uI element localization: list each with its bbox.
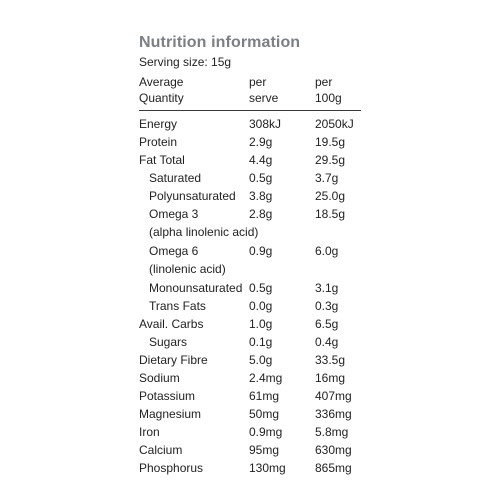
row-label: Omega 6 <box>149 244 199 258</box>
row-per-100g: 33.5g <box>315 353 346 367</box>
table-row-monounsaturated <box>139 279 361 297</box>
table-row-protein <box>139 133 361 151</box>
row-per-100g: 18.5g <box>315 207 346 221</box>
table-row-dietary-fibre <box>139 351 361 369</box>
row-per-100g: 3.7g <box>315 171 339 185</box>
table-row-potassium <box>139 387 361 405</box>
row-label: Magnesium <box>139 407 202 421</box>
row-per-100g: 336mg <box>315 407 352 421</box>
row-label: Fat Total <box>139 153 185 167</box>
table-row-magnesium <box>139 405 361 423</box>
row-label: Calcium <box>139 443 183 457</box>
row-per-serve: 2.4mg <box>249 371 283 385</box>
row-per-serve: 5.0g <box>249 353 273 367</box>
row-label: Polyunsaturated <box>149 189 236 203</box>
header-per-serve: per serve <box>249 75 279 105</box>
table-row-trans-fats <box>139 297 361 315</box>
row-per-100g: 19.5g <box>315 135 346 149</box>
row-per-100g: 25.0g <box>315 189 346 203</box>
header-per-100g: per 100g <box>315 75 342 105</box>
row-label: Potassium <box>139 389 196 403</box>
table-row-fat-total <box>139 151 361 169</box>
row-label: Sugars <box>149 335 188 349</box>
row-per-100g: 2050kJ <box>315 117 354 131</box>
row-per-100g: 630mg <box>315 443 352 457</box>
table-row-energy <box>139 115 361 133</box>
row-per-serve: 0.9mg <box>249 425 283 439</box>
row-per-serve: 0.5g <box>249 281 273 295</box>
row-per-serve: 3.8g <box>249 189 273 203</box>
row-per-serve: 4.4g <box>249 153 273 167</box>
row-per-100g: 0.3g <box>315 299 339 313</box>
row-label: Avail. Carbs <box>139 317 204 331</box>
table-row-avail-carbs <box>139 315 361 333</box>
table-row-omega-6 <box>139 242 361 260</box>
table-row-sugars <box>139 333 361 351</box>
table-row-omega-3 <box>139 205 361 223</box>
row-per-100g: 6.0g <box>315 244 339 258</box>
row-label: Sodium <box>139 371 180 385</box>
row-per-100g: 5.8mg <box>315 425 349 439</box>
table-row-sodium <box>139 369 361 387</box>
row-label: Monounsaturated <box>149 281 243 295</box>
table-row-polyunsaturated <box>139 187 361 205</box>
table-row-calcium <box>139 441 361 459</box>
row-per-100g: 865mg <box>315 461 352 475</box>
table-header <box>139 74 361 108</box>
row-per-100g: 29.5g <box>315 153 346 167</box>
header-divider <box>139 110 361 111</box>
row-label: Omega 3 <box>149 207 199 221</box>
row-per-serve: 1.0g <box>249 317 273 331</box>
panel-title: Nutrition information <box>139 34 301 51</box>
row-per-serve: 0.5g <box>249 171 273 185</box>
row-note: (alpha linolenic acid) <box>149 225 259 239</box>
serving-size: Serving size: 15g <box>139 55 232 69</box>
nutrition-panel <box>139 34 361 477</box>
row-per-100g: 6.5g <box>315 317 339 331</box>
table-body <box>139 115 361 477</box>
row-per-serve: 0.9g <box>249 244 273 258</box>
row-per-serve: 50mg <box>249 407 280 421</box>
row-per-100g: 407mg <box>315 389 352 403</box>
row-label: Protein <box>139 135 178 149</box>
row-per-serve: 130mg <box>249 461 286 475</box>
row-per-serve: 95mg <box>249 443 280 457</box>
row-label: Iron <box>139 425 160 439</box>
row-label: Trans Fats <box>149 299 206 313</box>
table-row-iron <box>139 423 361 441</box>
header-quantity: Average Quantity <box>139 75 184 105</box>
row-per-100g: 3.1g <box>315 281 339 295</box>
row-label: Dietary Fibre <box>139 353 208 367</box>
row-label: Phosphorus <box>139 461 204 475</box>
table-row-phosphorus <box>139 459 361 477</box>
row-per-serve: 308kJ <box>249 117 282 131</box>
row-label: Saturated <box>149 171 202 185</box>
row-per-100g: 16mg <box>315 371 346 385</box>
row-per-serve: 61mg <box>249 389 280 403</box>
row-per-100g: 0.4g <box>315 335 339 349</box>
row-per-serve: 2.9g <box>249 135 273 149</box>
table-row-saturated <box>139 169 361 187</box>
row-per-serve: 0.1g <box>249 335 273 349</box>
row-label: Energy <box>139 117 178 131</box>
row-per-serve: 0.0g <box>249 299 273 313</box>
row-per-serve: 2.8g <box>249 207 273 221</box>
row-note: (linolenic acid) <box>149 262 226 276</box>
